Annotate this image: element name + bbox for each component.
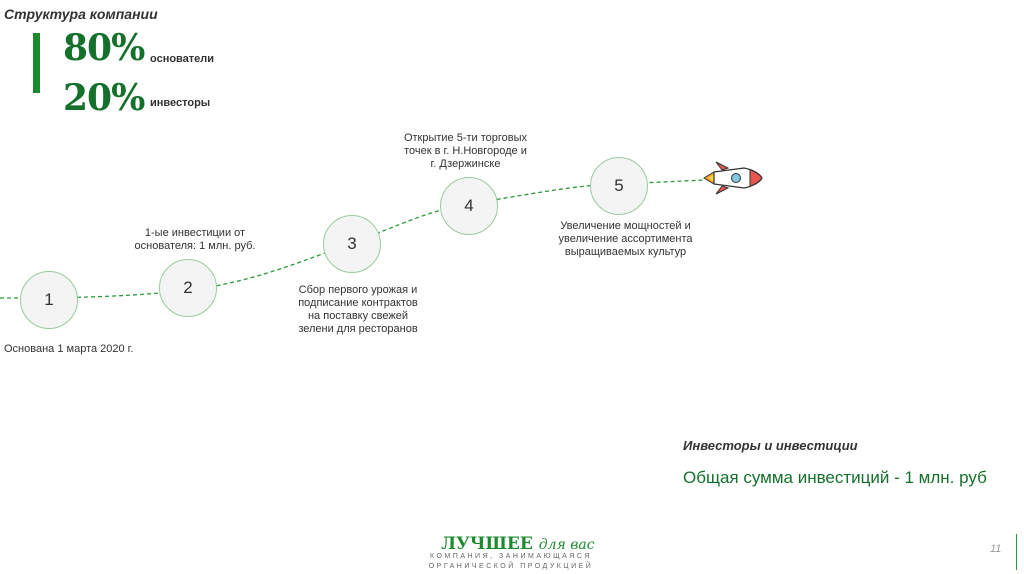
founders-label: основатели [150, 53, 215, 65]
caption-line: точек в г. Н.Новгороде и [404, 145, 527, 157]
structure-title: Структура компании [4, 6, 158, 22]
step-number: 3 [347, 234, 357, 253]
caption-line: Увеличение мощностей и [560, 220, 691, 232]
caption-line: увеличение ассортимента [558, 233, 693, 245]
logo-subtitle-2: ОРГАНИЧЕСКОЙ ПРОДУКЦИЕЙ [428, 563, 594, 570]
rocket-icon [700, 158, 764, 198]
logo-subtitle-1: КОМПАНИЯ, ЗАНИМАЮЩАЯСЯ [430, 553, 592, 560]
caption-line: на поставку свежей [307, 310, 409, 322]
timeline-step-1 [20, 271, 78, 329]
step-3-caption [283, 284, 433, 336]
caption-line: подписание контрактов [298, 297, 418, 309]
timeline-step-5 [590, 157, 648, 215]
step-number: 1 [44, 290, 54, 309]
investments-total: Общая сумма инвестиций - 1 млн. руб [683, 468, 987, 487]
timeline-step-2 [159, 259, 217, 317]
step-1-caption: Основана 1 марта 2020 г. [4, 343, 134, 355]
step-number: 4 [464, 196, 474, 215]
page-divider [1016, 534, 1017, 570]
caption-line: 1-ые инвестиции от [144, 227, 246, 239]
investors-percent: 20% [63, 77, 145, 119]
timeline-step-3 [323, 215, 381, 273]
timeline-step-4 [440, 177, 498, 235]
caption-line: зелени для ресторанов [298, 323, 418, 335]
step-4-caption [388, 132, 543, 171]
investors-label: инвесторы [150, 97, 211, 109]
company-logo [441, 534, 595, 554]
caption-line: Сбор первого урожая и [298, 284, 418, 296]
caption-line: основателя: 1 млн. руб. [134, 240, 256, 252]
step-number: 5 [614, 176, 624, 195]
investments-title: Инвесторы и инвестиции [683, 438, 858, 453]
caption-line: г. Дзержинске [430, 158, 501, 170]
step-number: 2 [183, 278, 193, 297]
caption-line: Открытие 5-ти торговых [403, 132, 528, 144]
step-2-caption [120, 227, 270, 253]
logo-main-text: ЛУЧШЕЕ [441, 534, 533, 554]
page-number: 11 [990, 543, 1002, 555]
founders-percent: 80% [63, 27, 145, 69]
logo-italic-text: для вас [538, 537, 595, 553]
caption-line: выращиваемых культур [564, 246, 687, 258]
step-5-caption [548, 220, 703, 259]
